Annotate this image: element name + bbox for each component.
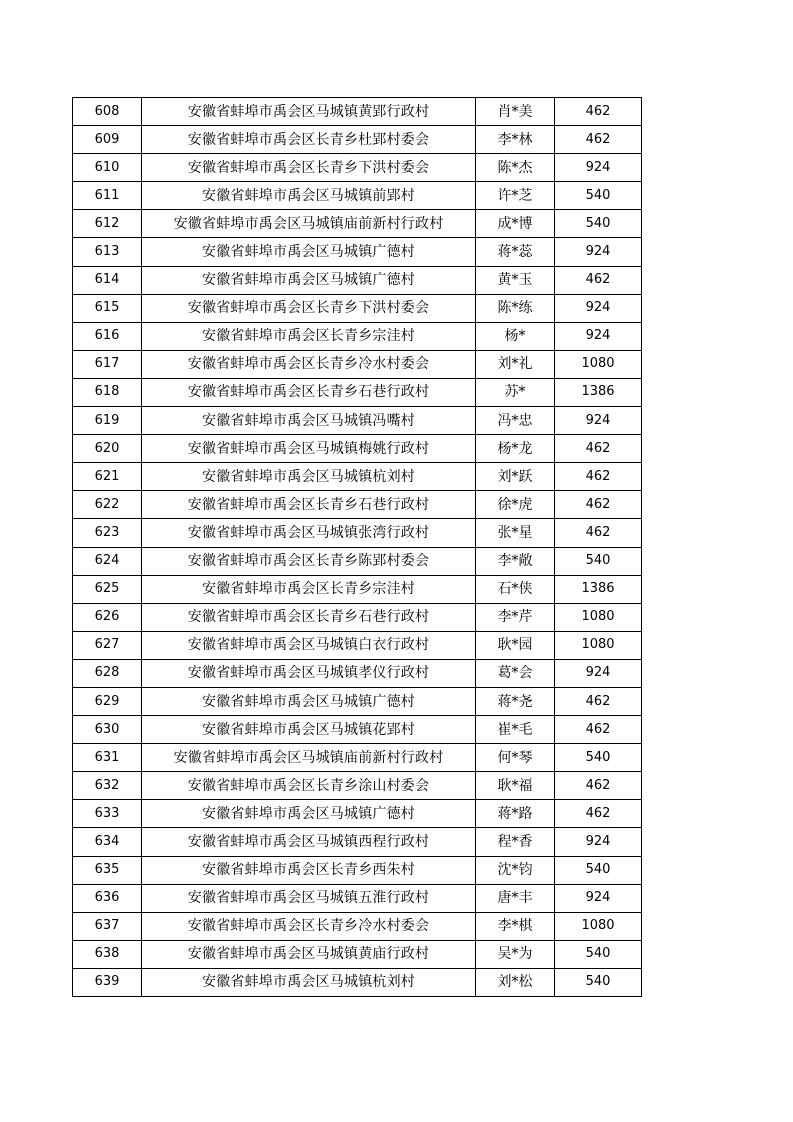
row-number-cell: 612 xyxy=(73,210,142,238)
table-row xyxy=(73,378,642,406)
name-cell: 成*博 xyxy=(476,210,555,238)
row-number-cell: 619 xyxy=(73,407,142,435)
amount-cell: 462 xyxy=(555,772,642,800)
row-number-cell: 635 xyxy=(73,856,142,884)
amount-cell: 540 xyxy=(555,744,642,772)
table-row xyxy=(73,575,642,603)
address-cell: 安徽省蚌埠市禹会区马城镇冯嘴村 xyxy=(142,407,476,435)
row-number-cell: 617 xyxy=(73,350,142,378)
row-number-cell: 636 xyxy=(73,884,142,912)
row-number-cell: 620 xyxy=(73,435,142,463)
name-cell: 杨* xyxy=(476,322,555,350)
table-row xyxy=(73,435,642,463)
table-row xyxy=(73,940,642,968)
table-row xyxy=(73,238,642,266)
amount-cell: 1080 xyxy=(555,631,642,659)
row-number-cell: 609 xyxy=(73,126,142,154)
address-cell: 安徽省蚌埠市禹会区马城镇前郢村 xyxy=(142,182,476,210)
amount-cell: 540 xyxy=(555,968,642,996)
table-row xyxy=(73,491,642,519)
amount-cell: 1386 xyxy=(555,575,642,603)
amount-cell: 924 xyxy=(555,659,642,687)
name-cell: 陈*杰 xyxy=(476,154,555,182)
row-number-cell: 633 xyxy=(73,800,142,828)
amount-cell: 924 xyxy=(555,294,642,322)
amount-cell: 1080 xyxy=(555,912,642,940)
amount-cell: 462 xyxy=(555,519,642,547)
row-number-cell: 616 xyxy=(73,322,142,350)
table-row xyxy=(73,716,642,744)
name-cell: 刘*跃 xyxy=(476,463,555,491)
name-cell: 蒋*尧 xyxy=(476,687,555,715)
table-row xyxy=(73,463,642,491)
table-row xyxy=(73,800,642,828)
address-cell: 安徽省蚌埠市禹会区马城镇黄郢行政村 xyxy=(142,98,476,126)
amount-cell: 924 xyxy=(555,154,642,182)
address-cell: 安徽省蚌埠市禹会区长青乡西朱村 xyxy=(142,856,476,884)
amount-cell: 924 xyxy=(555,407,642,435)
name-cell: 崔*毛 xyxy=(476,716,555,744)
address-cell: 安徽省蚌埠市禹会区长青乡宗洼村 xyxy=(142,322,476,350)
address-cell: 安徽省蚌埠市禹会区长青乡冷水村委会 xyxy=(142,350,476,378)
table-row xyxy=(73,126,642,154)
address-cell: 安徽省蚌埠市禹会区长青乡陈郢村委会 xyxy=(142,547,476,575)
amount-cell: 924 xyxy=(555,884,642,912)
amount-cell: 1080 xyxy=(555,603,642,631)
table-row xyxy=(73,772,642,800)
row-number-cell: 632 xyxy=(73,772,142,800)
table-row xyxy=(73,210,642,238)
table-row xyxy=(73,856,642,884)
address-cell: 安徽省蚌埠市禹会区马城镇张湾行政村 xyxy=(142,519,476,547)
name-cell: 徐*虎 xyxy=(476,491,555,519)
row-number-cell: 630 xyxy=(73,716,142,744)
name-cell: 陈*练 xyxy=(476,294,555,322)
table-row xyxy=(73,322,642,350)
table-row xyxy=(73,912,642,940)
table-row xyxy=(73,98,642,126)
name-cell: 李*敞 xyxy=(476,547,555,575)
name-cell: 李*芹 xyxy=(476,603,555,631)
address-cell: 安徽省蚌埠市禹会区马城镇广德村 xyxy=(142,266,476,294)
row-number-cell: 625 xyxy=(73,575,142,603)
row-number-cell: 637 xyxy=(73,912,142,940)
address-cell: 安徽省蚌埠市禹会区长青乡下洪村委会 xyxy=(142,154,476,182)
table-row xyxy=(73,407,642,435)
name-cell: 杨*龙 xyxy=(476,435,555,463)
name-cell: 沈*钧 xyxy=(476,856,555,884)
address-cell: 安徽省蚌埠市禹会区马城镇黄庙行政村 xyxy=(142,940,476,968)
name-cell: 许*芝 xyxy=(476,182,555,210)
table-row xyxy=(73,659,642,687)
row-number-cell: 631 xyxy=(73,744,142,772)
amount-cell: 462 xyxy=(555,800,642,828)
data-table xyxy=(72,97,642,997)
amount-cell: 924 xyxy=(555,322,642,350)
name-cell: 唐*丰 xyxy=(476,884,555,912)
row-number-cell: 639 xyxy=(73,968,142,996)
amount-cell: 462 xyxy=(555,716,642,744)
amount-cell: 924 xyxy=(555,238,642,266)
name-cell: 苏* xyxy=(476,378,555,406)
name-cell: 耿*福 xyxy=(476,772,555,800)
table-row xyxy=(73,744,642,772)
amount-cell: 924 xyxy=(555,828,642,856)
amount-cell: 462 xyxy=(555,266,642,294)
address-cell: 安徽省蚌埠市禹会区马城镇杭刘村 xyxy=(142,463,476,491)
name-cell: 张*星 xyxy=(476,519,555,547)
address-cell: 安徽省蚌埠市禹会区长青乡下洪村委会 xyxy=(142,294,476,322)
amount-cell: 1386 xyxy=(555,378,642,406)
amount-cell: 462 xyxy=(555,435,642,463)
address-cell: 安徽省蚌埠市禹会区马城镇广德村 xyxy=(142,800,476,828)
amount-cell: 540 xyxy=(555,547,642,575)
table-row xyxy=(73,519,642,547)
name-cell: 蒋*路 xyxy=(476,800,555,828)
row-number-cell: 618 xyxy=(73,378,142,406)
amount-cell: 540 xyxy=(555,856,642,884)
table-row xyxy=(73,603,642,631)
address-cell: 安徽省蚌埠市禹会区马城镇花郢村 xyxy=(142,716,476,744)
address-cell: 安徽省蚌埠市禹会区长青乡涂山村委会 xyxy=(142,772,476,800)
name-cell: 李*棋 xyxy=(476,912,555,940)
name-cell: 黄*玉 xyxy=(476,266,555,294)
table-row xyxy=(73,687,642,715)
name-cell: 李*林 xyxy=(476,126,555,154)
amount-cell: 462 xyxy=(555,126,642,154)
amount-cell: 1080 xyxy=(555,350,642,378)
address-cell: 安徽省蚌埠市禹会区马城镇庙前新村行政村 xyxy=(142,744,476,772)
row-number-cell: 626 xyxy=(73,603,142,631)
table-row xyxy=(73,631,642,659)
address-cell: 安徽省蚌埠市禹会区马城镇白衣行政村 xyxy=(142,631,476,659)
row-number-cell: 622 xyxy=(73,491,142,519)
name-cell: 冯*忠 xyxy=(476,407,555,435)
row-number-cell: 624 xyxy=(73,547,142,575)
row-number-cell: 614 xyxy=(73,266,142,294)
address-cell: 安徽省蚌埠市禹会区马城镇梅姚行政村 xyxy=(142,435,476,463)
address-cell: 安徽省蚌埠市禹会区马城镇五淮行政村 xyxy=(142,884,476,912)
name-cell: 吴*为 xyxy=(476,940,555,968)
row-number-cell: 610 xyxy=(73,154,142,182)
address-cell: 安徽省蚌埠市禹会区长青乡杜郢村委会 xyxy=(142,126,476,154)
name-cell: 葛*会 xyxy=(476,659,555,687)
table-body xyxy=(73,98,642,997)
address-cell: 安徽省蚌埠市禹会区马城镇杭刘村 xyxy=(142,968,476,996)
row-number-cell: 613 xyxy=(73,238,142,266)
amount-cell: 540 xyxy=(555,182,642,210)
table-row xyxy=(73,828,642,856)
name-cell: 肖*美 xyxy=(476,98,555,126)
amount-cell: 462 xyxy=(555,687,642,715)
table-row xyxy=(73,547,642,575)
amount-cell: 462 xyxy=(555,463,642,491)
address-cell: 安徽省蚌埠市禹会区马城镇孝仪行政村 xyxy=(142,659,476,687)
row-number-cell: 623 xyxy=(73,519,142,547)
name-cell: 石*侠 xyxy=(476,575,555,603)
row-number-cell: 621 xyxy=(73,463,142,491)
table-row xyxy=(73,968,642,996)
row-number-cell: 629 xyxy=(73,687,142,715)
address-cell: 安徽省蚌埠市禹会区长青乡冷水村委会 xyxy=(142,912,476,940)
name-cell: 程*香 xyxy=(476,828,555,856)
row-number-cell: 634 xyxy=(73,828,142,856)
row-number-cell: 608 xyxy=(73,98,142,126)
row-number-cell: 615 xyxy=(73,294,142,322)
row-number-cell: 627 xyxy=(73,631,142,659)
address-cell: 安徽省蚌埠市禹会区马城镇广德村 xyxy=(142,687,476,715)
address-cell: 安徽省蚌埠市禹会区长青乡石巷行政村 xyxy=(142,491,476,519)
name-cell: 刘*松 xyxy=(476,968,555,996)
amount-cell: 540 xyxy=(555,210,642,238)
name-cell: 耿*园 xyxy=(476,631,555,659)
address-cell: 安徽省蚌埠市禹会区长青乡宗洼村 xyxy=(142,575,476,603)
table-row xyxy=(73,350,642,378)
address-cell: 安徽省蚌埠市禹会区马城镇庙前新村行政村 xyxy=(142,210,476,238)
row-number-cell: 628 xyxy=(73,659,142,687)
address-cell: 安徽省蚌埠市禹会区马城镇广德村 xyxy=(142,238,476,266)
row-number-cell: 638 xyxy=(73,940,142,968)
table-row xyxy=(73,154,642,182)
name-cell: 刘*礼 xyxy=(476,350,555,378)
table-row xyxy=(73,294,642,322)
address-cell: 安徽省蚌埠市禹会区马城镇西程行政村 xyxy=(142,828,476,856)
table-row xyxy=(73,182,642,210)
table-row xyxy=(73,884,642,912)
row-number-cell: 611 xyxy=(73,182,142,210)
amount-cell: 540 xyxy=(555,940,642,968)
address-cell: 安徽省蚌埠市禹会区长青乡石巷行政村 xyxy=(142,603,476,631)
table-row xyxy=(73,266,642,294)
name-cell: 何*琴 xyxy=(476,744,555,772)
name-cell: 蒋*蕊 xyxy=(476,238,555,266)
amount-cell: 462 xyxy=(555,98,642,126)
address-cell: 安徽省蚌埠市禹会区长青乡石巷行政村 xyxy=(142,378,476,406)
amount-cell: 462 xyxy=(555,491,642,519)
